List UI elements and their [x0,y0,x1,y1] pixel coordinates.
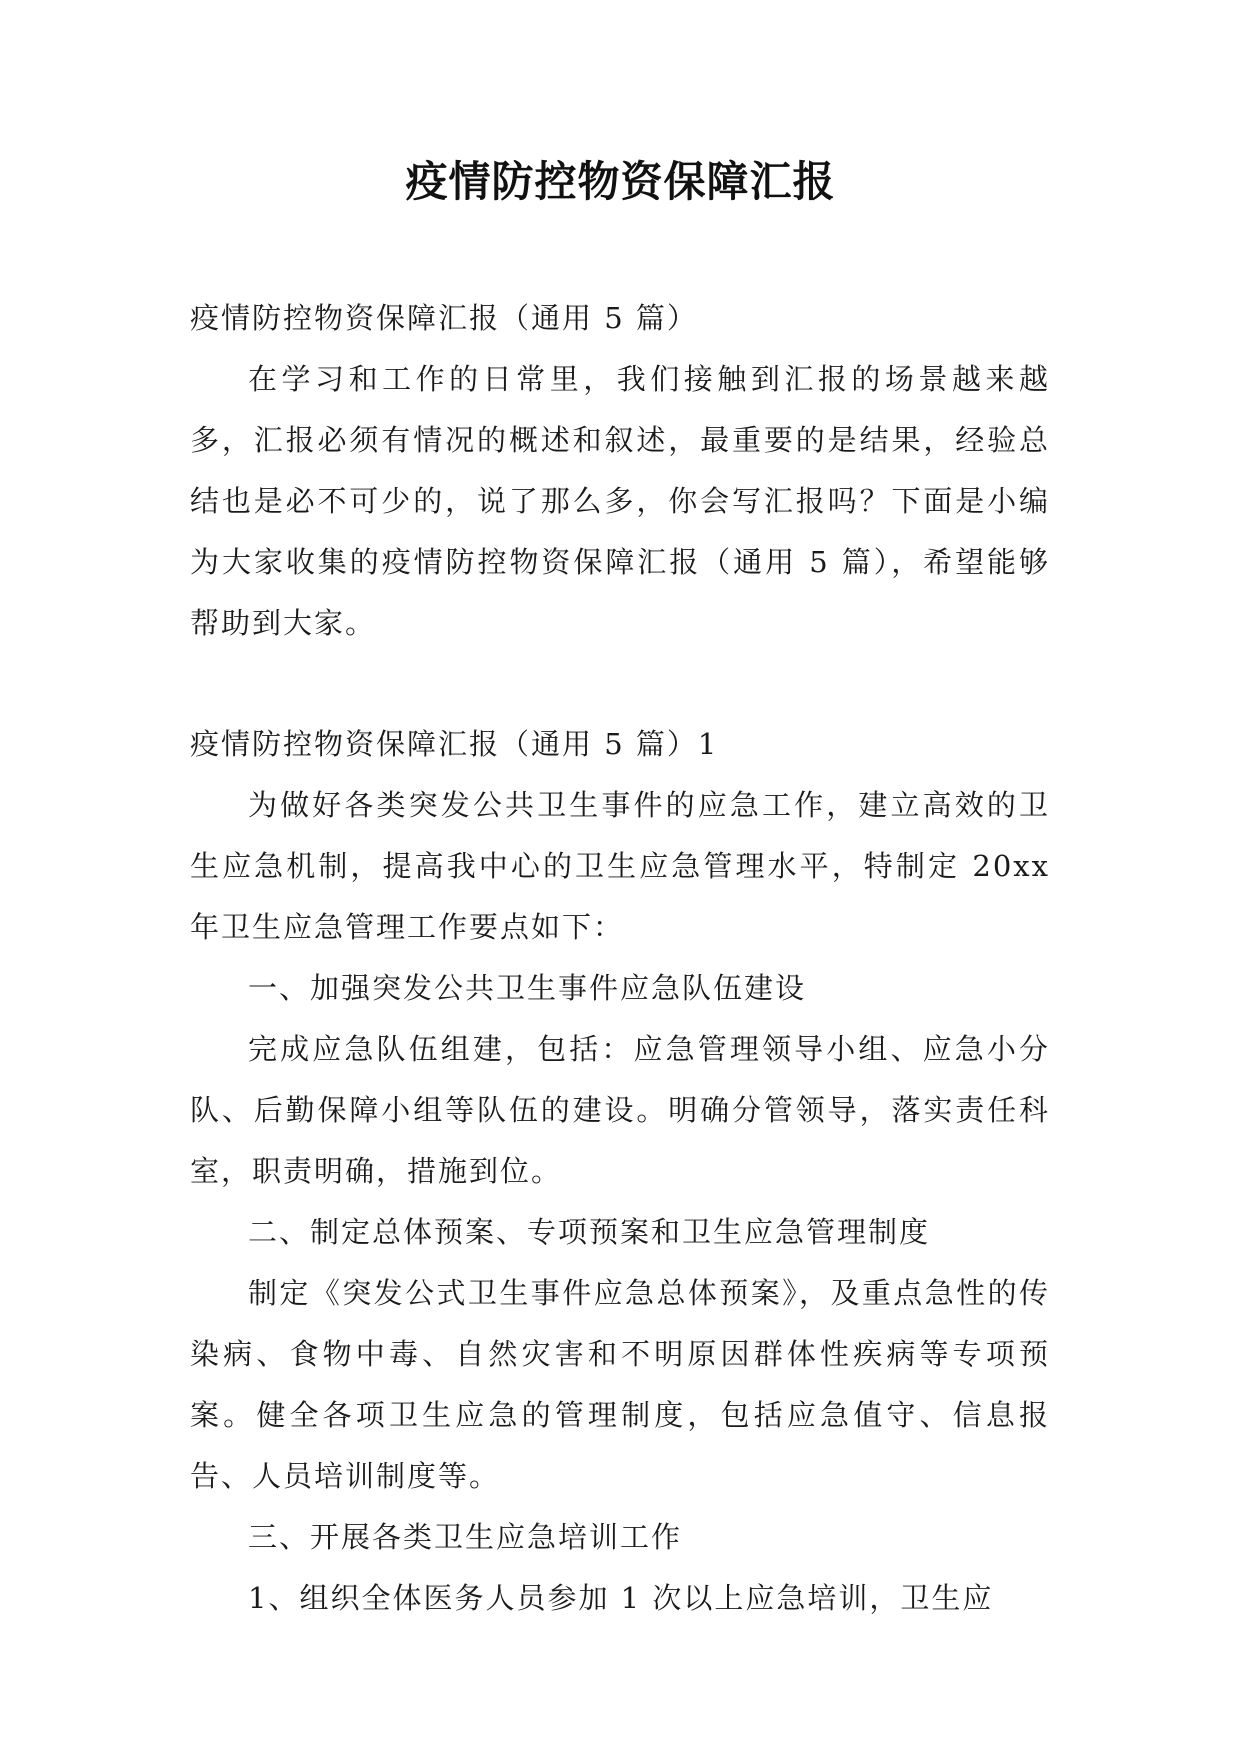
item-text-2: 制定《突发公式卫生事件应急总体预案》，及重点急性的传染病、食物中毒、自然灾害和不明原因群体性疾病等专项预案。健全各项卫生应急的管理制度，包括应急值守、信息报告、人员培训制度等。 [190,1276,1050,1493]
document-body [190,288,1050,1629]
document-title: 疫情防控物资保障汇报 [405,157,836,206]
paragraph-gap [190,654,1050,714]
item-heading-2: 二、制定总体预案、专项预案和卫生应急管理制度 [248,1215,931,1249]
document-subtitle: 疫情防控物资保障汇报（通用 5 篇） [190,301,698,335]
item-heading-1: 一、加强突发公共卫生事件应急队伍建设 [248,971,807,1005]
item-subpoint-1: 1、组织全体医务人员参加 1 次以上应急培训，卫生应 [248,1581,994,1615]
item-heading-3: 三、开展各类卫生应急培训工作 [248,1520,683,1554]
section-heading: 疫情防控物资保障汇报（通用 5 篇）1 [190,727,719,761]
section-paragraph: 为做好各类突发公共卫生事件的应急工作，建立高效的卫生应急机制，提高我中心的卫生应急管理水平，特制定 20xx 年卫生应急管理工作要点如下： [190,788,1050,944]
intro-paragraph: 在学习和工作的日常里，我们接触到汇报的场景越来越多，汇报必须有情况的概述和叙述，最重要的是结果，经验总结也是必不可少的，说了那么多，你会写汇报吗？下面是小编为大家收集的疫情防控物资保障汇报（通用 5 篇），希望能够帮助到大家。 [190,362,1050,640]
item-text-1: 完成应急队伍组建，包括：应急管理领导小组、应急小分队、后勤保障小组等队伍的建设。明确分管领导，落实责任科室，职责明确，措施到位。 [190,1032,1050,1188]
